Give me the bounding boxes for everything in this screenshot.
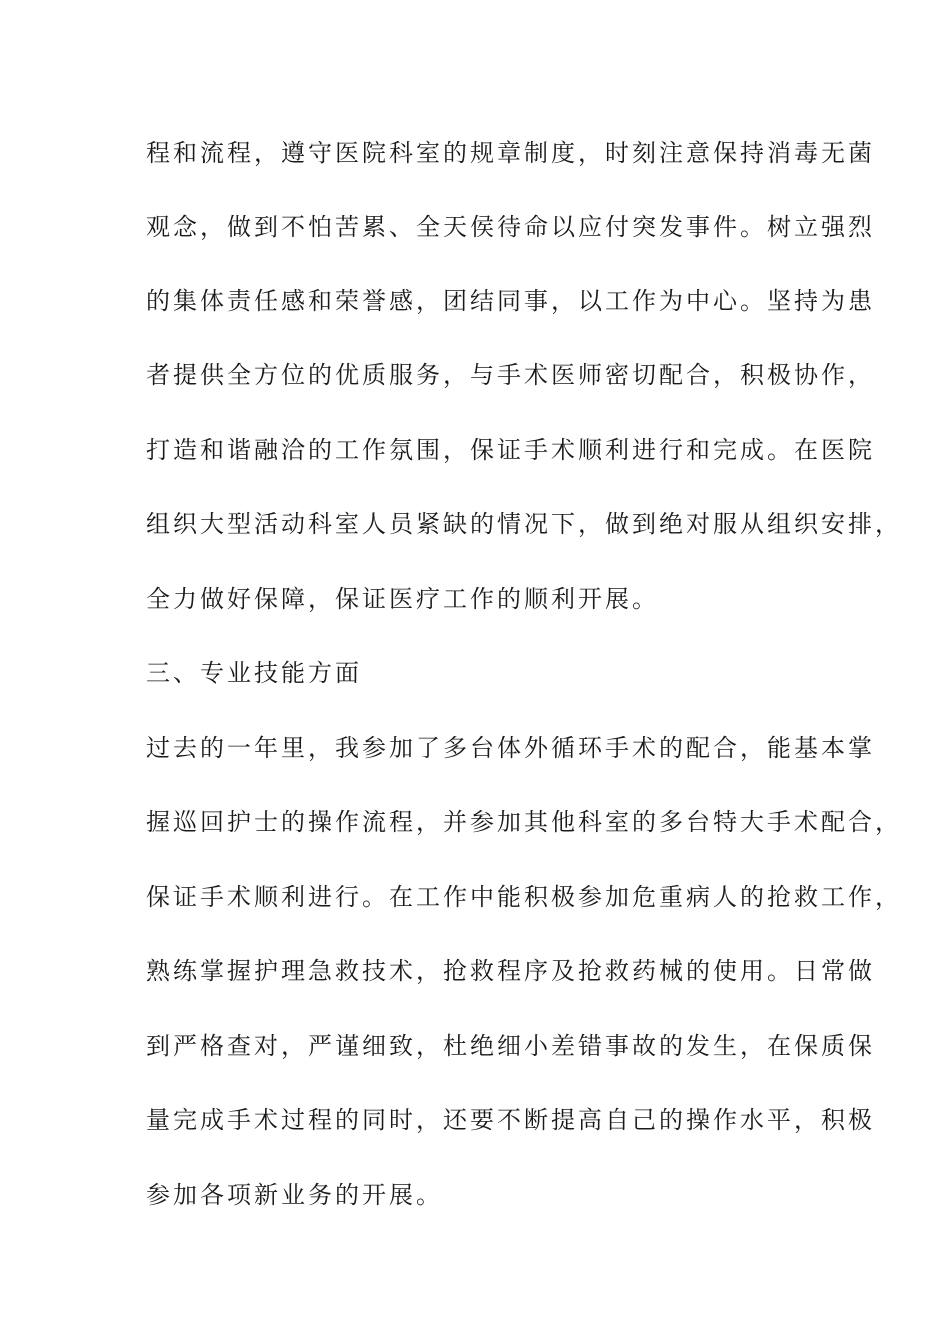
section-heading: 三、专业技能方面 [146,659,362,687]
text-line: 者提供全方位的优质服务，与手术医师密切配合，积极协作， [146,361,875,389]
text-line: 过去的一年里，我参加了多台体外循环手术的配合，能基本掌 [146,734,875,762]
text-line: 全力做好保障，保证医疗工作的顺利开展。 [146,585,659,613]
text-line: 保证手术顺利进行。在工作中能积极参加危重病人的抢救工作， [146,883,902,911]
text-line: 握巡回护士的操作流程，并参加其他科室的多台特大手术配合， [146,808,902,836]
text-line: 熟练掌握护理急救技术，抢救程序及抢救药械的使用。日常做 [146,957,875,985]
text-line: 观念，做到不怕苦累、全天侯待命以应付突发事件。树立强烈 [146,213,875,241]
text-line: 打造和谐融洽的工作氛围，保证手术顺利进行和完成。在医院 [146,436,875,464]
text-line: 程和流程，遵守医院科室的规章制度，时刻注意保持消毒无菌 [146,139,875,167]
text-line: 的集体责任感和荣誉感，团结同事，以工作为中心。坚持为患 [146,287,875,315]
text-line: 参加各项新业务的开展。 [146,1181,443,1209]
text-line: 到严格查对，严谨细致，杜绝细小差错事故的发生，在保质保 [146,1032,875,1060]
text-line: 量完成手术过程的同时，还要不断提高自己的操作水平，积极 [146,1106,875,1134]
text-line: 组织大型活动科室人员紧缺的情况下，做到绝对服从组织安排， [146,510,902,538]
